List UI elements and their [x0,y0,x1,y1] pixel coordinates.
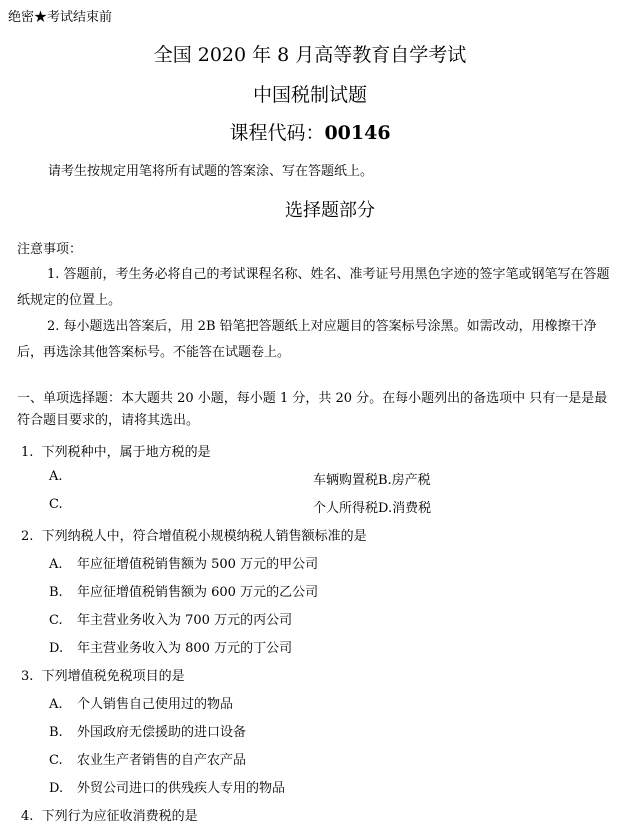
question-text: 下列税种中，属于地方税的是 [41,445,211,460]
note-item [17,262,617,314]
answer-instruction: 请考生按规定用笔将所有试题的答案涂、写在答题纸上。 [48,164,374,179]
note-text: 1. 答题前，考生务必将自己的考试课程名称、姓名、准考证号用黑色字迹的签字笔或钢笔写在答题纸规定的位置上。 [17,267,610,308]
option-a: A. [49,469,63,484]
option-c: C. 年主营业务收入为 700 万元的丙公司 [49,613,293,628]
question-item [21,525,367,544]
option-a: A. 年应征增值税销售额为 500 万元的甲公司 [49,557,319,572]
option-c: C. [49,497,63,512]
option-c-text: 个人所得税D.消费税 [313,501,432,516]
course-code [0,118,620,145]
course-code-value: 00146 [324,122,391,144]
subject-title: 中国税制试题 [252,84,367,106]
course-code-label: 课程代码： [229,122,325,144]
option-a: A. 个人销售自己使用过的物品 [49,697,234,712]
option-c: C. 农业生产者销售的自产农产品 [49,753,247,768]
secret-mark: 绝密★考试结束前 [8,10,113,25]
section-title: 选择题部分 [285,200,375,221]
question-number: 4. [21,809,34,824]
question-item [21,665,185,684]
option-d: D. 年主营业务收入为 800 万元的丁公司 [49,641,293,656]
question-text: 下列纳税人中，符合增值税小规模纳税人销售额标准的是 [41,529,367,544]
notes-heading: 注意事项： [17,242,83,257]
part-one-intro: 一、单项选择题：本大题共 20 小题，每小题 1 分，共 20 分。在每小题列出的备选项中 只有一是是最符合题目要求的，请将其选出。 [17,391,608,428]
note-item [17,314,617,366]
question-number: 1. [21,445,34,460]
question-text: 下列增值税免税项目的是 [41,669,185,684]
question-item [21,441,211,460]
option-b: B. 年应征增值税销售额为 600 万元的乙公司 [49,585,319,600]
option-a-text: 车辆购置税B.房产税 [313,473,431,488]
question-text: 下列行为应征收消费税的是 [41,809,198,824]
question-number: 2. [21,529,34,544]
option-b: B. 外国政府无偿援助的进口设备 [49,725,247,740]
option-d: D. 外贸公司进口的供残疾人专用的物品 [49,781,286,796]
question-item [21,805,198,824]
question-number: 3. [21,669,34,684]
exam-title: 全国 2020 年 8 月高等教育自学考试 [153,44,467,66]
note-text: 2. 每小题选出答案后，用 2B 铅笔把答题纸上对应题目的答案标号涂黑。如需改动，用橡擦干净后，再选涂其他答案标号。不能答在试题卷上。 [17,319,597,360]
